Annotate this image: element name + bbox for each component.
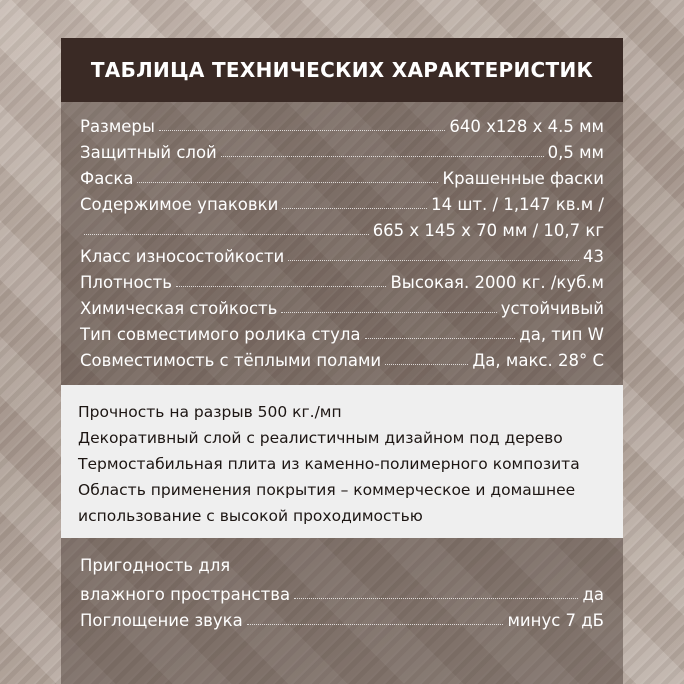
spec-row-underfloor-heating [80, 344, 604, 370]
spec-value: 665 х 145 х 70 мм / 10,7 кг [372, 221, 604, 240]
spec-row-density [80, 266, 604, 292]
spec-value: да, тип W [519, 325, 604, 344]
spec-label: Химическая стойкость [80, 299, 278, 318]
spec-label: Защитный слой [80, 143, 217, 162]
feature-line: Декоративный слой с реалистичным дизайном под дерево [78, 429, 563, 447]
spec-value: 640 х128 х 4.5 мм [449, 117, 604, 136]
feature-line: Прочность на разрыв 500 кг./мп [78, 403, 342, 421]
moisture-label-line1: Пригодность для [80, 556, 231, 575]
feature-line: использование с высокой проходимостью [78, 507, 423, 525]
spec-label: Фаска [80, 169, 134, 188]
spec-row-package [80, 188, 604, 214]
spec-label: Совместимость с тёплыми полами [80, 351, 382, 370]
spec-value: 0,5 мм [547, 143, 604, 162]
spec-value: 14 шт. / 1,147 кв.м / [431, 195, 604, 214]
dotted-leader [176, 286, 387, 287]
spec-value: Крашенные фаски [442, 169, 604, 188]
dotted-leader [247, 624, 504, 625]
spec-label: Класс износостойкости [80, 247, 285, 266]
spec-row-wear-layer [80, 136, 604, 162]
spec-value: минус 7 дБ [507, 611, 604, 630]
dotted-leader [288, 260, 579, 261]
extra-specs-section [61, 538, 623, 684]
dotted-leader [282, 208, 427, 209]
feature-line: Область применения покрытия – коммерческое и домашнее [78, 481, 576, 499]
dotted-leader [385, 364, 468, 365]
dotted-leader [84, 234, 369, 235]
spec-label: Поглощение звука [80, 611, 243, 630]
page-title: ТАБЛИЦА ТЕХНИЧЕСКИХ ХАРАКТЕРИСТИК [90, 58, 594, 82]
spec-value: устойчивый [500, 299, 604, 318]
spec-label: Размеры [80, 117, 155, 136]
spec-label: Содержимое упаковки [80, 195, 279, 214]
spec-label: Тип совместимого ролика стула [80, 325, 361, 344]
dotted-leader [221, 156, 544, 157]
features-section [61, 385, 623, 538]
title-bar [61, 38, 623, 102]
spec-row-chemical [80, 292, 604, 318]
spec-panel [61, 38, 623, 684]
spec-value: 43 [583, 247, 604, 266]
spec-label: влажного пространства [80, 585, 291, 604]
dotted-leader [137, 182, 438, 183]
spec-row-package-cont [80, 214, 604, 240]
spec-row-caster [80, 318, 604, 344]
spec-row-size [80, 110, 604, 136]
dotted-leader [159, 130, 445, 131]
spec-row-sound [80, 604, 604, 630]
dotted-leader [281, 312, 496, 313]
spec-value: да [582, 585, 604, 604]
feature-line: Термостабильная плита из каменно-полимерного композита [78, 455, 580, 473]
dotted-leader [294, 598, 578, 599]
spec-row-moisture [80, 578, 604, 604]
spec-row-bevel [80, 162, 604, 188]
spec-label: Плотность [80, 273, 172, 292]
specs-section [61, 102, 623, 423]
spec-row-wear-class [80, 240, 604, 266]
dotted-leader [365, 338, 516, 339]
spec-value: Да, макс. 28° С [472, 351, 604, 370]
spec-value: Высокая. 2000 кг. /куб.м [390, 273, 604, 292]
